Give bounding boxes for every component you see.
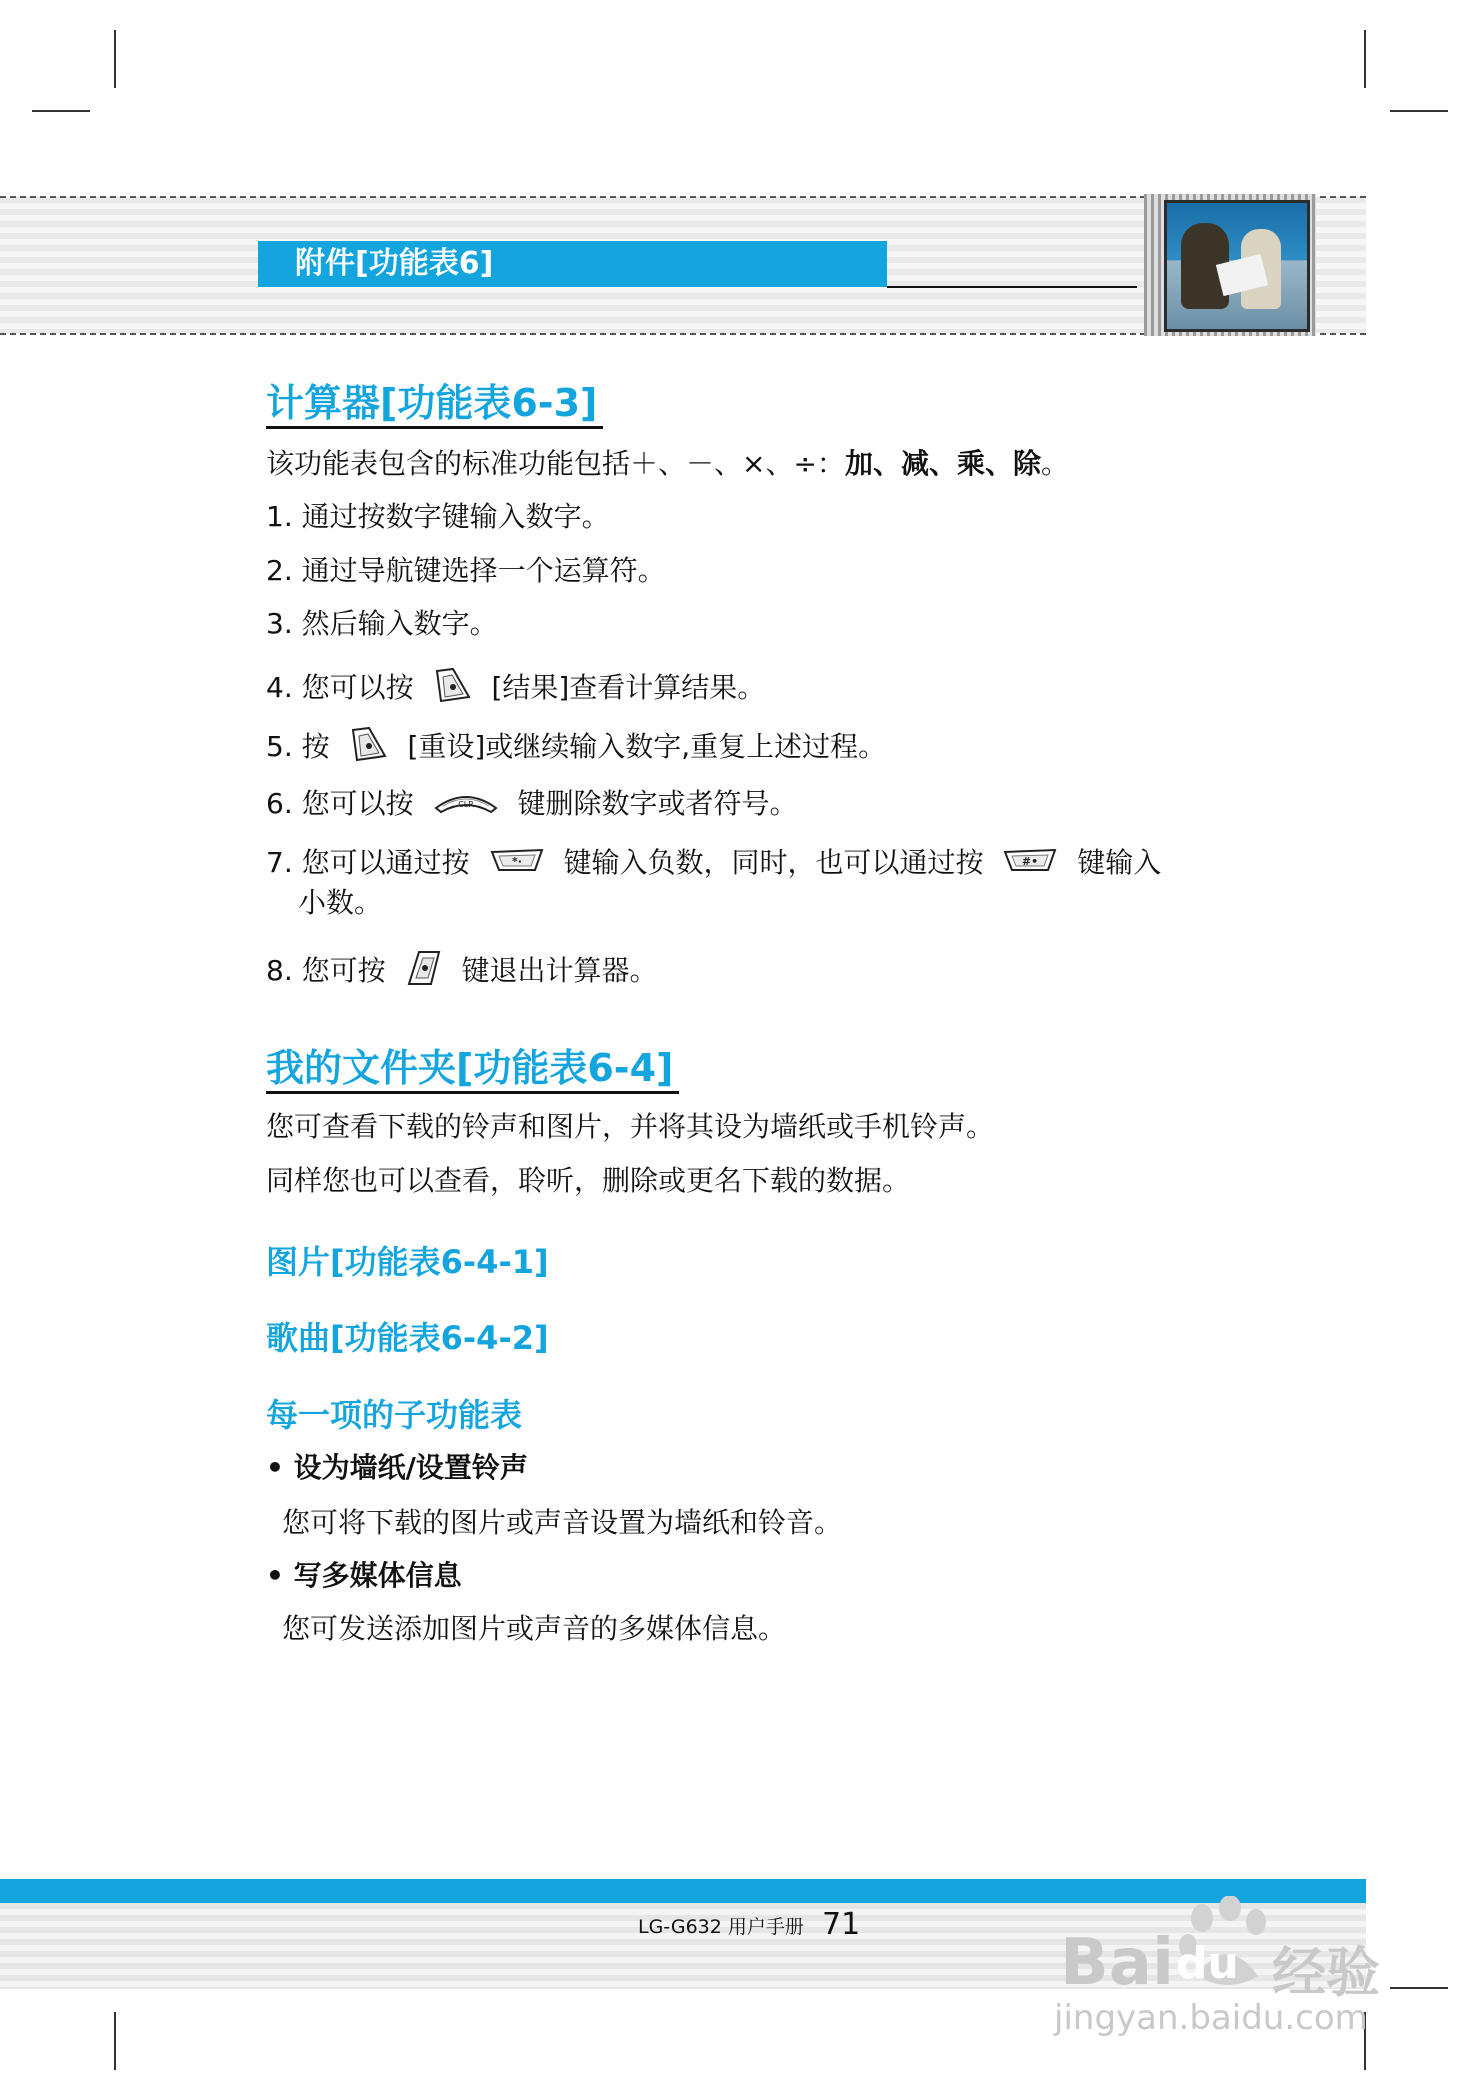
calculator-intro bbox=[266, 447, 1069, 481]
crop-mark bbox=[114, 2012, 116, 2070]
calculator-step-4 bbox=[266, 667, 765, 711]
submenu-item-wallpaper: • 设为墙纸/设置铃声 bbox=[266, 1451, 528, 1484]
clear-key-label: CLR bbox=[457, 800, 474, 809]
header-photo bbox=[1164, 200, 1310, 332]
section-title-submenu: 每一项的子功能表 bbox=[266, 1396, 523, 1434]
section-title-calculator: 计算器[功能表6-3] bbox=[266, 380, 603, 429]
section-title-pictures: 图片[功能表6-4-1] bbox=[266, 1243, 549, 1281]
crop-mark bbox=[32, 110, 90, 112]
left-softkey-icon bbox=[433, 667, 473, 711]
watermark-brand: Bai bbox=[1060, 1926, 1174, 2000]
step-8-text-a: 8. 您可按 bbox=[266, 954, 386, 987]
submenu-item-mms: • 写多媒体信息 bbox=[266, 1559, 462, 1592]
right-softkey-icon bbox=[349, 726, 389, 770]
calculator-step-2: 2. 通过导航键选择一个运算符。 bbox=[266, 554, 666, 587]
intro-bold: 加、减、乘、除 bbox=[844, 447, 1041, 480]
submenu-item-mms-desc: 您可发送添加图片或声音的多媒体信息。 bbox=[282, 1612, 787, 1645]
step-6-text-a: 6. 您可以按 bbox=[266, 787, 414, 820]
my-folder-description-1: 您可查看下载的铃声和图片，并将其设为墙纸或手机铃声。 bbox=[266, 1110, 995, 1143]
header-title: 附件[功能表6] bbox=[295, 246, 494, 281]
step-8-text-b: 键退出计算器。 bbox=[461, 954, 658, 987]
star-key-icon bbox=[489, 846, 545, 882]
baidu-watermark bbox=[1050, 1896, 1390, 2036]
footer-manual-label: LG-G632 用户手册 bbox=[638, 1916, 804, 1938]
crop-mark bbox=[1390, 110, 1448, 112]
step-7-text-a: 7. 您可以通过按 bbox=[266, 846, 470, 879]
calculator-step-6 bbox=[266, 787, 797, 822]
calculator-step-1: 1. 通过按数字键输入数字。 bbox=[266, 500, 610, 533]
step-5-text-b: [重设]或继续输入数字,重复上述过程。 bbox=[407, 730, 887, 763]
header-rule bbox=[887, 286, 1137, 288]
calculator-step-8 bbox=[266, 949, 657, 995]
watermark-url: jingyan.baidu.com bbox=[1054, 1998, 1368, 2038]
crop-mark bbox=[1364, 30, 1366, 88]
intro-suffix: 。 bbox=[1040, 447, 1069, 480]
star-key-label: *· bbox=[511, 855, 522, 868]
end-key-icon bbox=[405, 949, 443, 995]
page-number: 71 bbox=[822, 1907, 861, 1942]
watermark-brand-du: du bbox=[1176, 1938, 1239, 1989]
hash-key-label: #• bbox=[1022, 855, 1039, 868]
clear-key-icon bbox=[433, 788, 499, 822]
intro-prefix: 该功能表包含的标准功能包括＋、－、×、÷： bbox=[266, 447, 845, 480]
my-folder-description-2: 同样您也可以查看，聆听，删除或更名下载的数据。 bbox=[266, 1164, 911, 1197]
crop-mark bbox=[114, 30, 116, 88]
step-4-text-a: 4. 您可以按 bbox=[266, 671, 414, 704]
step-5-text-a: 5. 按 bbox=[266, 730, 330, 763]
calculator-step-5 bbox=[266, 726, 886, 770]
step-4-text-b: [结果]查看计算结果。 bbox=[491, 671, 766, 704]
calculator-step-7-continued: 小数。 bbox=[298, 886, 383, 919]
crop-mark bbox=[1390, 1987, 1448, 1989]
submenu-item-wallpaper-desc: 您可将下载的图片或声音设置为墙纸和铃音。 bbox=[282, 1506, 843, 1539]
calculator-step-3: 3. 然后输入数字。 bbox=[266, 607, 498, 640]
step-7-text-b: 键输入负数，同时，也可以通过按 bbox=[563, 846, 984, 879]
step-6-text-b: 键删除数字或者符号。 bbox=[517, 787, 798, 820]
hash-key-icon bbox=[1002, 846, 1058, 882]
step-7-text-c: 键输入 bbox=[1077, 846, 1162, 879]
watermark-cn: 经验 bbox=[1272, 1941, 1380, 2004]
section-title-my-folder: 我的文件夹[功能表6-4] bbox=[266, 1045, 679, 1094]
section-title-songs: 歌曲[功能表6-4-2] bbox=[266, 1319, 549, 1357]
calculator-step-7 bbox=[266, 846, 1161, 882]
